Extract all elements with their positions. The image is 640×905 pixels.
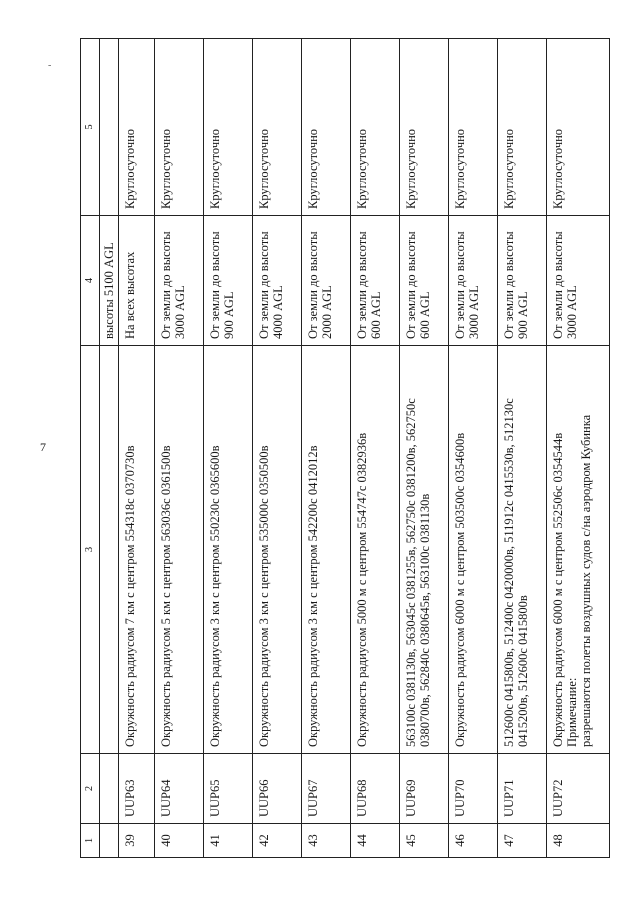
table-row — [204, 39, 253, 858]
time-cell: Круглосуточно — [351, 39, 400, 216]
row-number: 45 — [400, 824, 449, 858]
zone-code: UUP72 — [547, 754, 610, 824]
table-row — [253, 39, 302, 858]
zone-description: Окружность радиусом 3 км с центром 542200с 0412012в — [302, 346, 351, 754]
table-row — [119, 39, 155, 858]
altitude-cell: высоты 5100 AGL — [100, 216, 119, 346]
zone-code: UUP71 — [498, 754, 547, 824]
time-cell: Круглосуточно — [498, 39, 547, 216]
table-row — [547, 39, 610, 858]
altitude-cell: От земли до высоты 2000 AGL — [302, 216, 351, 346]
row-number: 46 — [449, 824, 498, 858]
altitude-cell: От земли до высоты 4000 AGL — [253, 216, 302, 346]
zone-description: Окружность радиусом 5000 м с центром 554747с 0382936в — [351, 346, 400, 754]
column-header: 3 — [81, 346, 100, 754]
row-number: 44 — [351, 824, 400, 858]
note-text: разрешаются полеты воздушных судов с/на аэродром Кубинка — [579, 414, 593, 747]
airspace-table — [80, 38, 610, 858]
row-number: 39 — [119, 824, 155, 858]
altitude-cell: От земли до высоты 3000 AGL — [155, 216, 204, 346]
continuation-row — [100, 39, 119, 858]
zone-description-cell — [547, 346, 610, 754]
zone-code: UUP65 — [204, 754, 253, 824]
table-row — [498, 39, 547, 858]
row-number: 43 — [302, 824, 351, 858]
altitude-cell: От земли до высоты 3000 AGL — [547, 216, 610, 346]
zone-description: Окружность радиусом 3 км с центром 550230с 0365600в — [204, 346, 253, 754]
time-cell: Круглосуточно — [204, 39, 253, 216]
zone-description: Окружность радиусом 3 км с центром 535000с 0350500в — [253, 346, 302, 754]
zone-description: Окружность радиусом 7 км с центром 554318с 0370730в — [119, 346, 155, 754]
table-row — [351, 39, 400, 858]
altitude-cell: От земли до высоты 3000 AGL — [449, 216, 498, 346]
altitude-cell: На всех высотах — [119, 216, 155, 346]
row-number: 41 — [204, 824, 253, 858]
page-number: 7 — [40, 440, 46, 454]
time-cell: Круглосуточно — [547, 39, 610, 216]
column-header: 4 — [81, 216, 100, 346]
zone-description: 512600с 0415800в, 512400с 0420000в, 511912с 0415530в, 512130с 0415200в, 512600с 0415800в — [498, 346, 547, 754]
altitude-cell: От земли до высоты 600 AGL — [400, 216, 449, 346]
row-number: 47 — [498, 824, 547, 858]
altitude-cell: От земли до высоты 600 AGL — [351, 216, 400, 346]
zone-description: Окружность радиусом 6000 м с центром 503500с 0354600в — [449, 346, 498, 754]
zone-code: UUP67 — [302, 754, 351, 824]
zone-code: UUP70 — [449, 754, 498, 824]
zone-description: 563100с 0381130в, 563045с 0381255в, 562750с 0381200в, 562750с 0380700в, 562840с 0380645в, 563100с 0381130в — [400, 346, 449, 754]
row-number: 48 — [547, 824, 610, 858]
time-cell: Круглосуточно — [302, 39, 351, 216]
row-number: 42 — [253, 824, 302, 858]
zone-description: Окружность радиусом 5 км с центром 563036с 0361500в — [155, 346, 204, 754]
column-header: 2 — [81, 754, 100, 824]
table-row — [449, 39, 498, 858]
zone-code: UUP69 — [400, 754, 449, 824]
zone-code: UUP64 — [155, 754, 204, 824]
column-header: 1 — [81, 824, 100, 858]
altitude-cell: От земли до высоты 900 AGL — [498, 216, 547, 346]
note-label: Примечание: — [565, 677, 579, 747]
altitude-cell: От земли до высоты 900 AGL — [204, 216, 253, 346]
table-row — [155, 39, 204, 858]
table-row — [400, 39, 449, 858]
row-number: 40 — [155, 824, 204, 858]
time-cell: Круглосуточно — [449, 39, 498, 216]
zone-code: UUP63 — [119, 754, 155, 824]
table-header-row — [81, 39, 100, 858]
time-cell: Круглосуточно — [119, 39, 155, 216]
time-cell: Круглосуточно — [253, 39, 302, 216]
time-cell: Круглосуточно — [400, 39, 449, 216]
zone-description: Окружность радиусом 6000 м с центром 552506с 0354544в — [551, 432, 565, 747]
margin-mark: - — [48, 60, 52, 71]
zone-code: UUP68 — [351, 754, 400, 824]
zone-code: UUP66 — [253, 754, 302, 824]
rotated-table-container — [80, 38, 593, 858]
time-cell: Круглосуточно — [155, 39, 204, 216]
column-header: 5 — [81, 39, 100, 216]
table-row — [302, 39, 351, 858]
